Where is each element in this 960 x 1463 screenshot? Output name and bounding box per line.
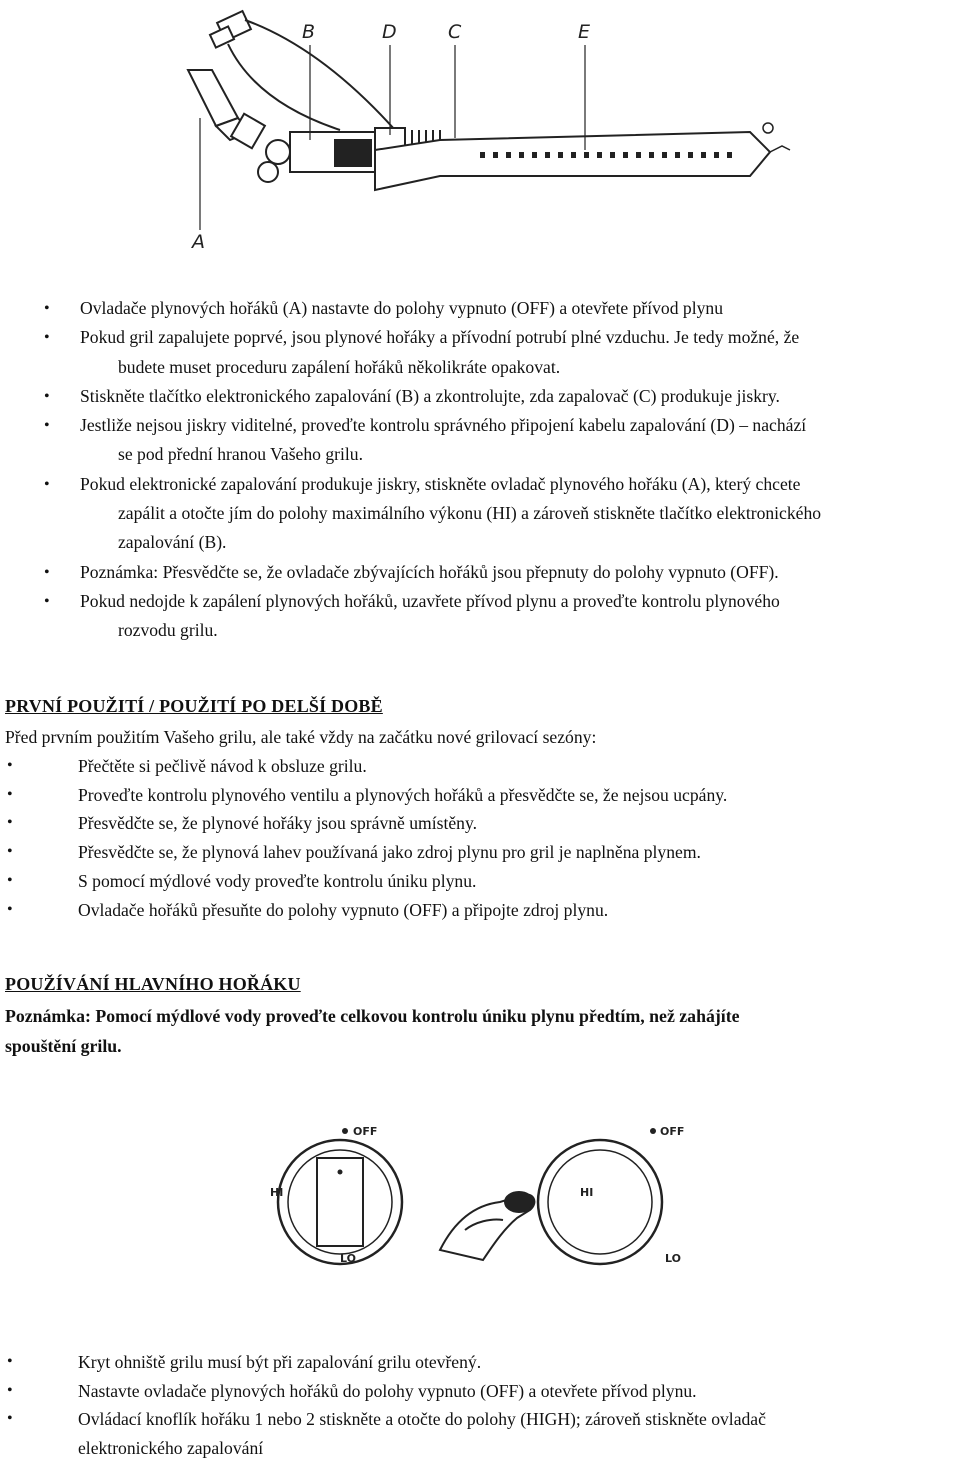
first-use-intro: Před prvním použitím Vašeho grilu, ale také vždy na začátku nové grilovací sezóny:	[5, 727, 597, 747]
list-item-continuation: budete muset proceduru zapálení hořáků několikráte opakovat.	[118, 356, 561, 377]
knob-right-lo-label: LO	[665, 1252, 681, 1265]
main-burner-note	[5, 1002, 905, 1061]
list-item-text: Nastavte ovladače plynových hořáků do polohy vypnuto (OFF) a otevřete přívod plynu.	[78, 1380, 697, 1401]
knob-left-off-label: OFF	[353, 1125, 378, 1138]
list-item-text: Pokud nedojde k zapálení plynových hořáků, uzavřete přívod plynu a proveďte kontrolu plynového	[80, 590, 780, 611]
knob-left-lo-label: LO	[340, 1252, 356, 1265]
bullet: •	[44, 300, 50, 317]
first-use-list	[0, 752, 960, 924]
list-item-text: Ovladače plynových hořáků (A) nastavte do polohy vypnuto (OFF) a otevřete přívod plynu	[80, 298, 724, 318]
bullet: •	[44, 475, 50, 493]
note-line: spouštění grilu.	[5, 1035, 122, 1056]
list-item	[0, 809, 960, 838]
list-item	[0, 411, 960, 470]
list-item	[0, 294, 960, 323]
label-e: E	[578, 21, 591, 43]
knob-illustration	[255, 1110, 725, 1280]
ignition-steps-list	[0, 294, 960, 646]
bullet: •	[44, 592, 50, 610]
list-item-text: Stiskněte tlačítko elektronického zapalování (B) a zkontrolujte, zda zapalovač (C) produkuje jiskry.	[80, 385, 780, 406]
bullet: •	[44, 563, 50, 581]
list-item	[0, 896, 960, 925]
knob-right	[538, 1128, 662, 1264]
bullet: •	[44, 387, 50, 405]
list-item-text: Přesvědčte se, že plynové hořáky jsou správně umístěny.	[78, 813, 478, 834]
knob-left-hi-label: HI	[270, 1186, 284, 1199]
list-item-text: Pokud elektronické zapalování produkuje jiskry, stiskněte ovladač plynového hořáku (A), který chcete	[80, 473, 801, 494]
list-item-text: Jestliže nejsou jiskry viditelné, proveďte kontrolu správného připojení kabelu zapalování (D) – nachází	[80, 415, 807, 436]
list-item	[0, 1405, 960, 1462]
section-heading-first-use: PRVNÍ POUŽITÍ / POUŽITÍ PO DELŠÍ DOBĚ	[5, 696, 383, 716]
bullet: •	[7, 900, 13, 918]
list-item-continuation: zapálit a otočte jím do polohy maximálního výkonu (HI) a zároveň stiskněte tlačítko elektronického	[118, 503, 822, 524]
bullet: •	[7, 1381, 13, 1399]
control-knob-a	[188, 70, 290, 182]
bullet: •	[7, 1353, 13, 1370]
list-item	[0, 781, 960, 810]
bullet: •	[7, 814, 13, 832]
list-item	[0, 558, 960, 587]
bullet: •	[7, 843, 13, 861]
list-item-continuation: se pod přední hranou Vašeho grilu.	[118, 444, 363, 465]
pressing-hand-icon	[440, 1192, 534, 1260]
bullet: •	[7, 1410, 13, 1428]
bullet: •	[7, 785, 13, 803]
list-item	[0, 587, 960, 646]
label-c: C	[448, 21, 462, 43]
list-item-text: Proveďte kontrolu plynového ventilu a plynových hořáků a přesvědčte se, že nejsou ucpány.	[78, 784, 728, 805]
final-steps-list	[0, 1348, 960, 1463]
label-a: A	[192, 231, 205, 253]
bullet: •	[44, 329, 50, 347]
knob-left	[278, 1128, 402, 1264]
note-line: Poznámka: Pomocí mýdlové vody proveďte celkovou kontrolu úniku plynu předtím, než zahájíte	[5, 1006, 740, 1026]
list-item	[0, 838, 960, 867]
list-item-text: Ovládací knoflík hořáku 1 nebo 2 stiskněte a otočte do polohy (HIGH); zároveň stiskněte ovladač	[78, 1409, 766, 1430]
list-item-continuation: elektronického zapalování	[78, 1438, 264, 1459]
list-item-text: Ovladače hořáků přesuňte do polohy vypnuto (OFF) a připojte zdroj plynu.	[78, 899, 609, 920]
ignition-button-b	[210, 11, 251, 48]
list-item-text: Přesvědčte se, že plynová lahev používaná jako zdroj plynu pro gril je naplněna plynem.	[78, 842, 701, 863]
list-item	[0, 382, 960, 411]
label-b: B	[302, 21, 316, 43]
list-item-text: Přečtěte si pečlivě návod k obsluze grilu.	[78, 756, 367, 776]
list-item	[0, 1348, 960, 1377]
bullet: •	[7, 871, 13, 889]
off-dot	[650, 1128, 656, 1134]
bullet: •	[7, 757, 13, 774]
list-item	[0, 867, 960, 896]
list-item-continuation: rozvodu grilu.	[118, 620, 218, 641]
list-item-text: Pokud gril zapalujete poprvé, jsou plynové hořáky a přívodní potrubí plné vzduchu. Je tedy možné, že	[80, 327, 800, 348]
list-item-text: S pomocí mýdlové vody proveďte kontrolu úniku plynu.	[78, 870, 477, 891]
knob-right-off-label: OFF	[660, 1125, 685, 1138]
knob-right-hi-label: HI	[580, 1186, 594, 1199]
list-item-text: Poznámka: Přesvědčte se, že ovladače zbývajících hořáků jsou přepnuty do polohy vypnuto (OFF).	[80, 561, 779, 582]
list-item	[0, 752, 960, 781]
ignition-wire-d	[245, 20, 395, 130]
off-dot	[342, 1128, 348, 1134]
list-item	[0, 470, 960, 558]
section-heading-main-burner: POUŽÍVÁNÍ HLAVNÍHO HOŘÁKU	[5, 974, 301, 994]
bullet: •	[44, 417, 50, 435]
list-item	[0, 1377, 960, 1406]
list-item-text: Kryt ohniště grilu musí být při zapalování grilu otevřený.	[78, 1352, 482, 1372]
list-item-continuation: zapalování (B).	[118, 532, 227, 553]
label-d: D	[382, 21, 397, 43]
list-item	[0, 323, 960, 382]
burner-tube-e	[375, 123, 790, 190]
burner-assembly-diagram	[150, 0, 810, 255]
